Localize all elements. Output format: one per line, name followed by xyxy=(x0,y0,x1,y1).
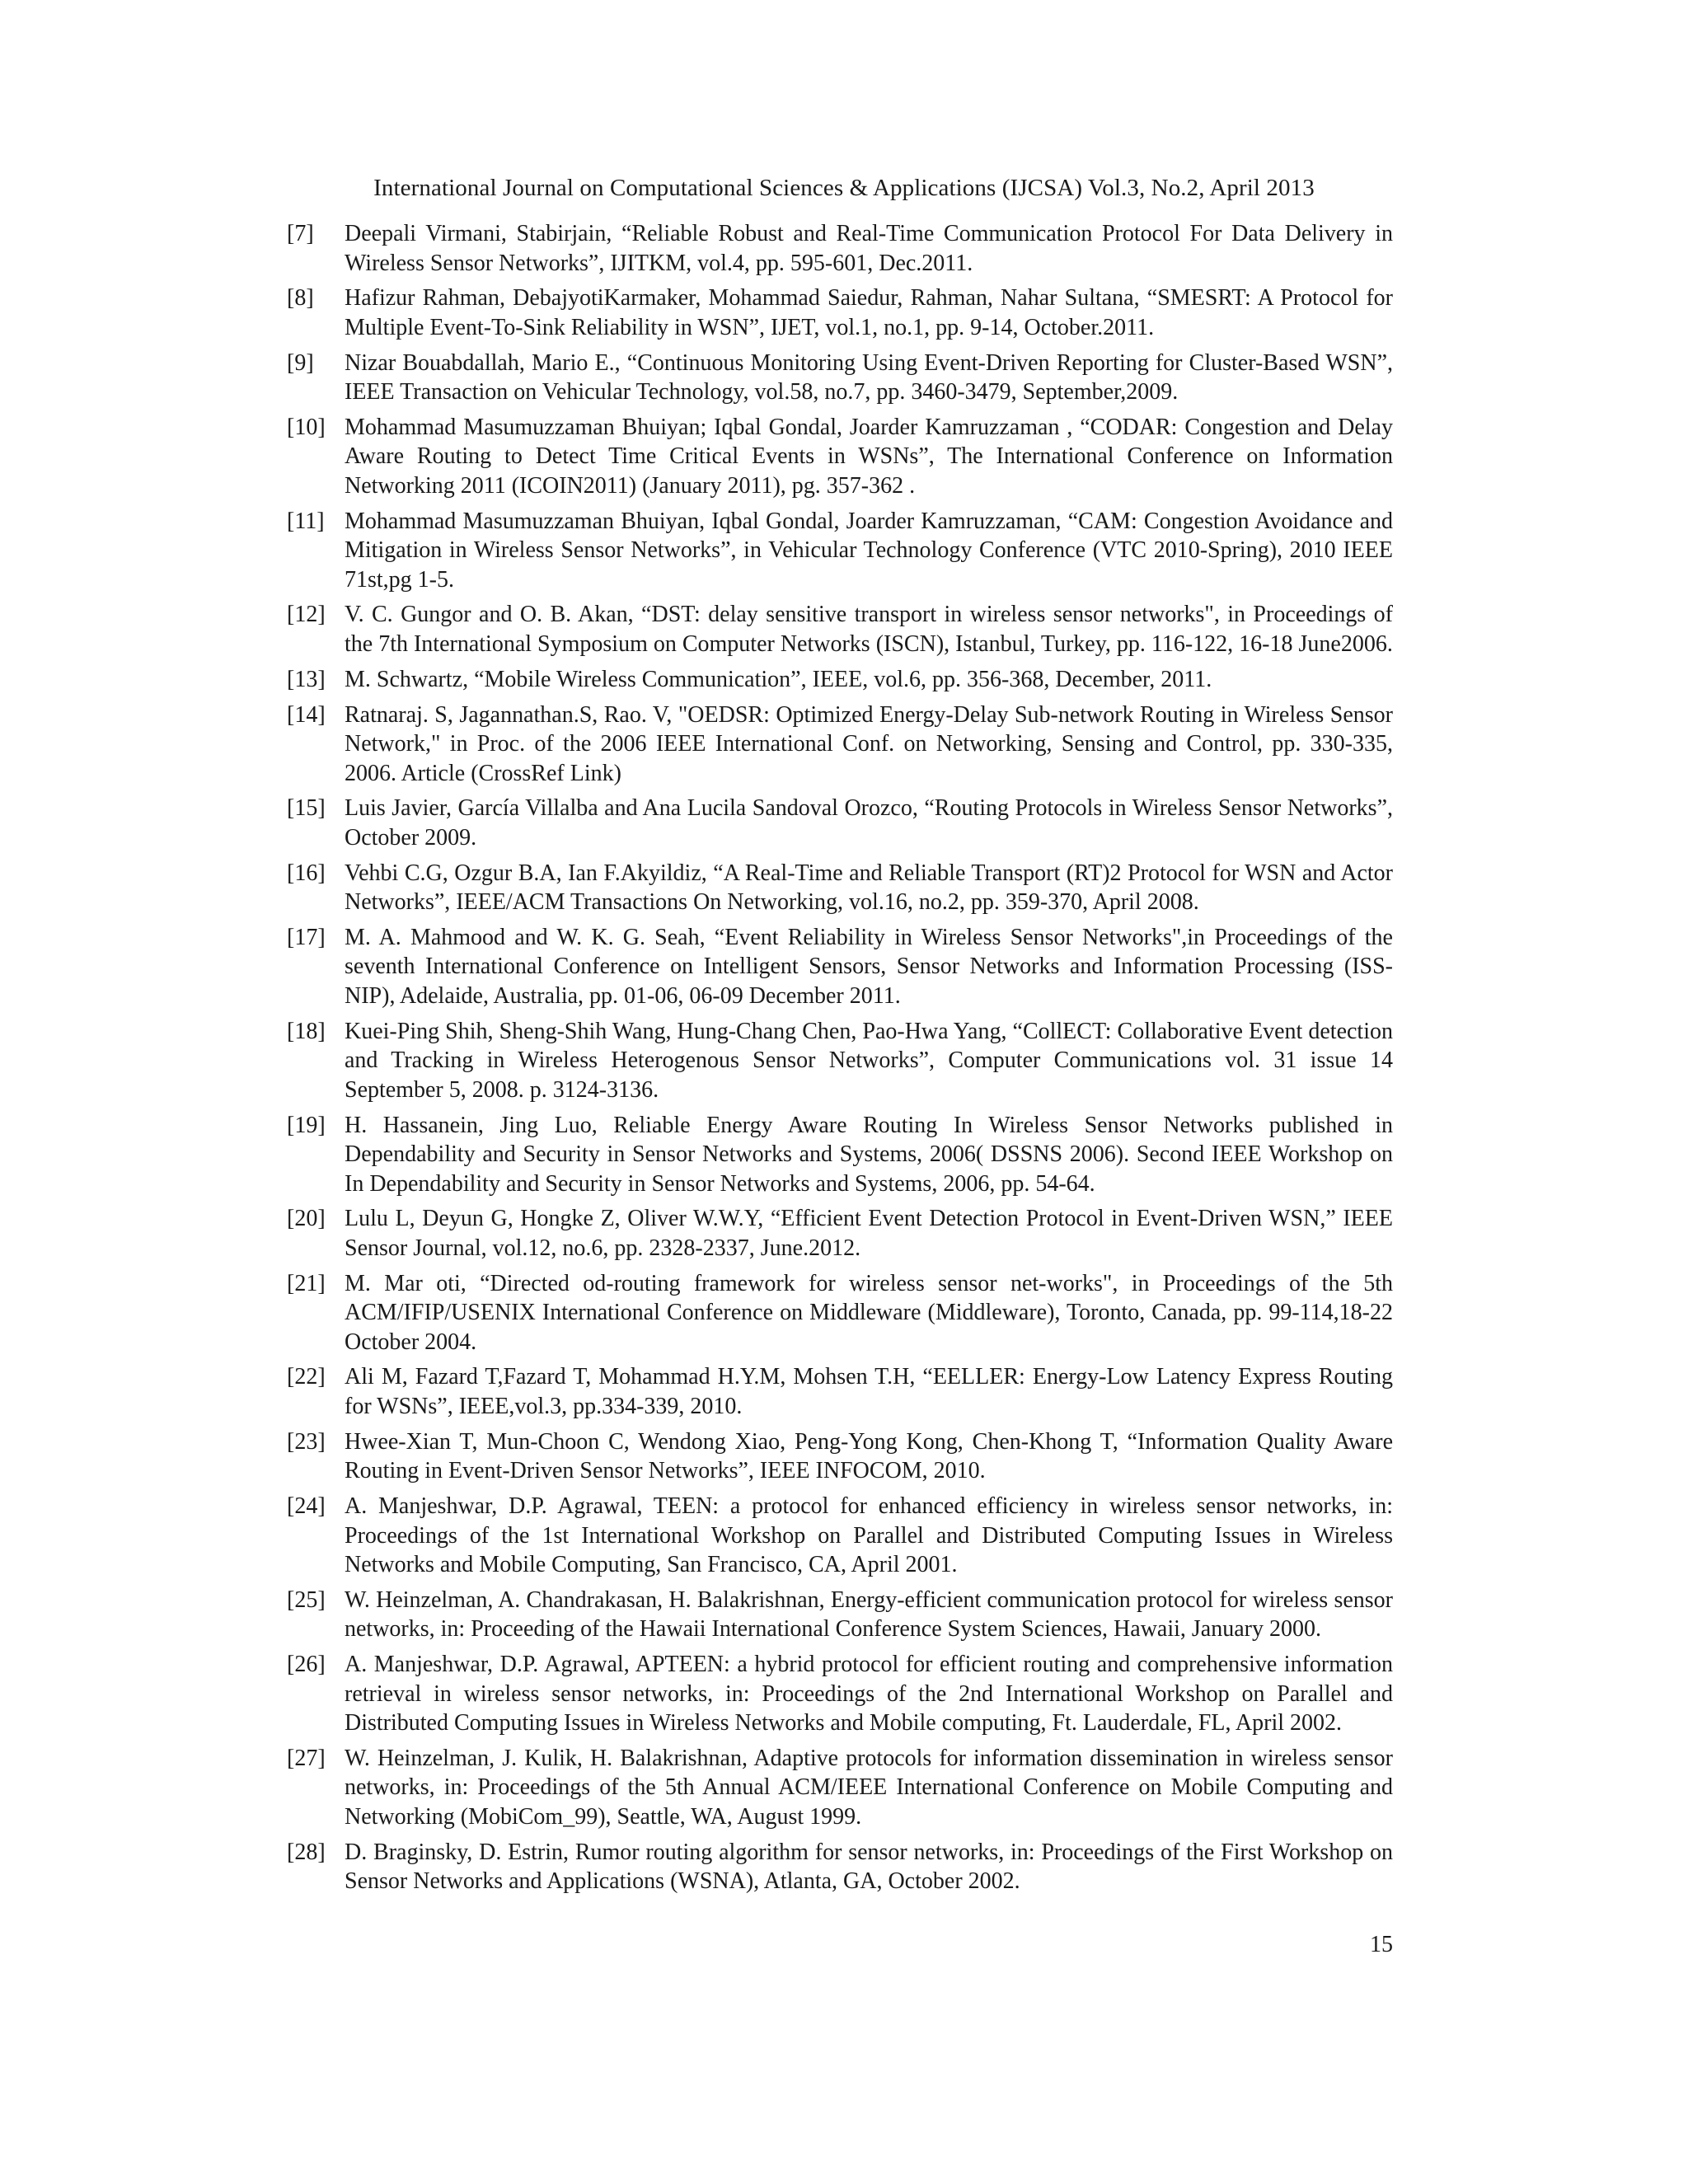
reference-item xyxy=(287,1744,1393,1832)
reference-item xyxy=(287,1427,1393,1486)
reference-number: [13] xyxy=(287,666,326,692)
reference-text: Lulu L, Deyun G, Hongke Z, Oliver W.W.Y, “Efficient Event Detection Protocol in Event-Driven WSN,” IEEE Sensor Journal, vol.12, no.6, pp. 2328-2337, June.2012. xyxy=(345,1206,1393,1261)
reference-item xyxy=(287,1204,1393,1263)
reference-item xyxy=(287,600,1393,658)
reference-number: [8] xyxy=(287,285,314,312)
reference-item xyxy=(287,1269,1393,1357)
reference-number: [9] xyxy=(287,349,314,376)
reference-number: [28] xyxy=(287,1839,326,1865)
reference-number: [26] xyxy=(287,1652,326,1678)
reference-text: M. A. Mahmood and W. K. G. Seah, “Event Reliability in Wireless Sensor Networks",in Proceedings of the seventh International Conference on Intelligent Sensors, Sensor Networks and Information Processing (ISS-NIP), Adelaide, Australia, pp. 01-06, 06-09 December 2011. xyxy=(345,924,1393,1009)
reference-item xyxy=(287,1017,1393,1105)
reference-text: Luis Javier, García Villalba and Ana Lucila Sandoval Orozco, “Routing Protocols in Wireless Sensor Networks”, October 2009. xyxy=(345,795,1393,851)
reference-item xyxy=(287,1838,1393,1896)
reference-number: [24] xyxy=(287,1493,326,1520)
reference-text: A. Manjeshwar, D.P. Agrawal, APTEEN: a hybrid protocol for efficient routing and comprehensive information retrieval in wireless sensor networks, in: Proceedings of the 2nd International Workshop on Parallel and Distributed Computing Issues in Wireless Networks and Mobile computing, Ft. Lauderdale, FL, April 2002. xyxy=(345,1652,1393,1736)
reference-item xyxy=(287,1650,1393,1738)
reference-item xyxy=(287,1586,1393,1644)
reference-text: Ali M, Fazard T,Fazard T, Mohammad H.Y.M, Mohsen T.H, “EELLER: Energy-Low Latency Express Routing for WSNs”, IEEE,vol.3, pp.334-339, 2010. xyxy=(345,1364,1393,1419)
reference-text: M. Mar oti, “Directed od-routing framework for wireless sensor net-works", in Proceedings of the 5th ACM/IFIP/USENIX International Conference on Middleware (Middleware), Toronto, Canada, pp. 99-114,18-22 October 2004. xyxy=(345,1270,1393,1355)
reference-number: [23] xyxy=(287,1428,326,1455)
reference-text: V. C. Gungor and O. B. Akan, “DST: delay sensitive transport in wireless sensor networks", in Proceedings of the 7th International Symposium on Computer Networks (ISCN), Istanbul, Turkey, pp. 116-122, 16-18 June2006. xyxy=(345,602,1393,657)
reference-text: Mohammad Masumuzzaman Bhuiyan; Iqbal Gondal, Joarder Kamruzzaman , “CODAR: Congestion and Delay Aware Routing to Detect Time Critical Events in WSNs”, The International Conference on Information Networking 2011 (ICOIN2011) (January 2011), pg. 357-362 . xyxy=(345,414,1393,499)
reference-item xyxy=(287,665,1393,695)
reference-item xyxy=(287,794,1393,852)
reference-number: [22] xyxy=(287,1364,326,1390)
reference-number: [20] xyxy=(287,1206,326,1232)
reference-text: W. Heinzelman, A. Chandrakasan, H. Balakrishnan, Energy-efficient communication protocol for wireless sensor networks, in: Proceeding of the Hawaii International Conference System Sciences, Hawaii, January 2000. xyxy=(345,1586,1393,1643)
reference-number: [18] xyxy=(287,1018,326,1044)
reference-text: A. Manjeshwar, D.P. Agrawal, TEEN: a protocol for enhanced efficiency in wireless sensor networks, in: Proceedings of the 1st International Workshop on Parallel and Distributed Computing Issues in Wireless Networks and Mobile Computing, San Francisco, CA, April 2001. xyxy=(345,1493,1393,1578)
reference-text: Ratnaraj. S, Jagannathan.S, Rao. V, "OEDSR: Optimized Energy-Delay Sub-network Routing in Wireless Sensor Network," in Proc. of the 2006 IEEE International Conf. on Networking, Sensing and Control, pp. 330-335, 2006. Article (CrossRef Link) xyxy=(345,701,1393,786)
reference-item xyxy=(287,219,1393,278)
reference-number: [27] xyxy=(287,1745,326,1771)
reference-item xyxy=(287,701,1393,789)
reference-text: Kuei-Ping Shih, Sheng-Shih Wang, Hung-Chang Chen, Pao-Hwa Yang, “CollECT: Collaborative Event detection and Tracking in Wireless Heterogenous Sensor Networks”, Computer Communications vol. 31 issue 14 September 5, 2008. p. 3124-3136. xyxy=(345,1018,1393,1103)
reference-number: [25] xyxy=(287,1586,326,1613)
reference-text: Hafizur Rahman, DebajyotiKarmaker, Mohammad Saiedur, Rahman, Nahar Sultana, “SMESRT: A Protocol for Multiple Event-To-Sink Reliability in WSN”, IJET, vol.1, no.1, pp. 9-14, October.2011. xyxy=(345,285,1393,340)
reference-number: [12] xyxy=(287,602,326,628)
reference-list xyxy=(287,219,1393,1902)
reference-item xyxy=(287,284,1393,342)
reference-text: Mohammad Masumuzzaman Bhuiyan, Iqbal Gondal, Joarder Kamruzzaman, “CAM: Congestion Avoidance and Mitigation in Wireless Sensor Networks”, in Vehicular Technology Conference (VTC 2010-Spring), 2010 IEEE 71st,pg 1-5. xyxy=(345,508,1393,593)
reference-number: [10] xyxy=(287,414,326,440)
reference-text: H. Hassanein, Jing Luo, Reliable Energy Aware Routing In Wireless Sensor Networks published in Dependability and Security in Sensor Networks and Systems, 2006( DSSNS 2006). Second IEEE Workshop on In Dependability and Security in Sensor Networks and Systems, 2006, pp. 54-64. xyxy=(345,1112,1393,1197)
reference-text: Nizar Bouabdallah, Mario E., “Continuous Monitoring Using Event-Driven Reporting for Cluster-Based WSN”, IEEE Transaction on Vehicular Technology, vol.58, no.7, pp. 3460-3479, September,2009. xyxy=(345,349,1393,405)
reference-text: Deepali Virmani, Stabirjain, “Reliable Robust and Real-Time Communication Protocol For Data Delivery in Wireless Sensor Networks”, IJITKM, vol.4, pp. 595-601, Dec.2011. xyxy=(345,221,1393,276)
reference-item xyxy=(287,1492,1393,1580)
reference-number: [17] xyxy=(287,924,326,950)
reference-text: D. Braginsky, D. Estrin, Rumor routing algorithm for sensor networks, in: Proceedings of the First Workshop on Sensor Networks and Applications (WSNA), Atlanta, GA, October 2002. xyxy=(345,1839,1393,1895)
reference-number: [15] xyxy=(287,795,326,822)
page-number: 15 xyxy=(1370,1932,1393,1957)
reference-text: Vehbi C.G, Ozgur B.A, Ian F.Akyildiz, “A Real-Time and Reliable Transport (RT)2 Protocol for WSN and Actor Networks”, IEEE/ACM Transactions On Networking, vol.16, no.2, pp. 359-370, April 2008. xyxy=(345,860,1393,916)
reference-item xyxy=(287,1111,1393,1199)
reference-item xyxy=(287,413,1393,501)
running-header: International Journal on Computational Sciences & Applications (IJCSA) Vol.3, No.2, April 2013 xyxy=(373,175,1315,201)
reference-text: M. Schwartz, “Mobile Wireless Communication”, IEEE, vol.6, pp. 356-368, December, 2011. xyxy=(345,666,1212,692)
reference-number: [19] xyxy=(287,1112,326,1138)
reference-item xyxy=(287,923,1393,1011)
reference-number: [7] xyxy=(287,221,314,246)
reference-item xyxy=(287,1362,1393,1421)
reference-text: Hwee-Xian T, Mun-Choon C, Wendong Xiao, Peng-Yong Kong, Chen-Khong T, “Information Quality Aware Routing in Event-Driven Sensor Networks”, IEEE INFOCOM, 2010. xyxy=(345,1428,1393,1484)
reference-item xyxy=(287,859,1393,917)
reference-number: [21] xyxy=(287,1270,326,1296)
reference-number: [16] xyxy=(287,860,326,886)
reference-number: [14] xyxy=(287,701,326,728)
reference-number: [11] xyxy=(287,508,325,534)
reference-item xyxy=(287,507,1393,595)
reference-text: W. Heinzelman, J. Kulik, H. Balakrishnan, Adaptive protocols for information dissemination in wireless sensor networks, in: Proceedings of the 5th Annual ACM/IEEE International Conference on Mobile Computing and Networking (MobiCom_99), Seattle, WA, August 1999. xyxy=(345,1745,1393,1830)
reference-item xyxy=(287,349,1393,407)
